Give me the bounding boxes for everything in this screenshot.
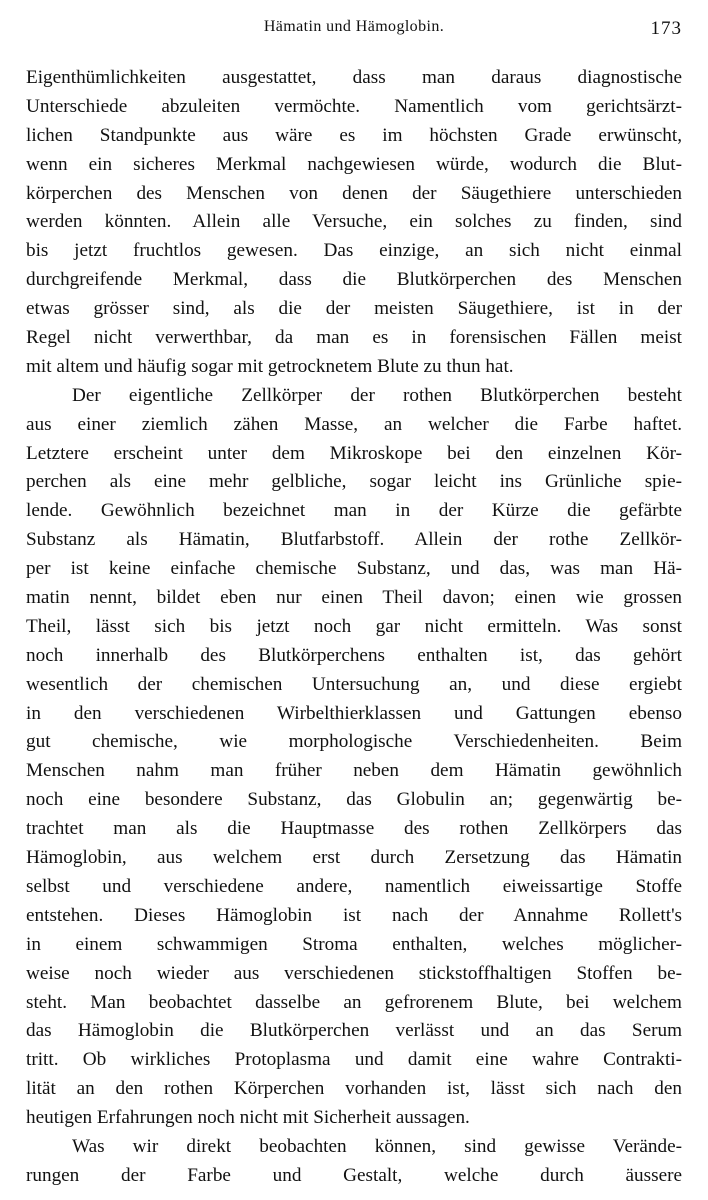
text-line: lende. Gewöhnlich bezeichnet man in der Kürze die gefärbte <box>26 500 682 522</box>
text-line: Eigenthümlichkeiten ausgestattet, dass man daraus diagnostische <box>26 67 682 88</box>
text-line: Regel nicht verwerthbar, da man es in forensischen Fällen meist <box>26 327 682 349</box>
text-line: lichen Standpunkte aus wäre es im höchsten Grade erwünscht, <box>26 124 682 146</box>
paragraph-end-line: mit altem und häufig sogar mit getrocknetem Blute zu thun hat. <box>26 355 514 377</box>
text-line: in einem schwammigen Stroma enthalten, welches möglicher- <box>26 933 682 955</box>
text-line: trachtet man als die Hauptmasse des rothen Zellkörpers das <box>26 818 682 840</box>
text-line: wesentlich der chemischen Untersuchung an, und diese ergiebt <box>26 673 682 695</box>
text-line: Letztere erscheint unter dem Mikroskope bei den einzelnen Kör- <box>26 442 682 464</box>
text-line: perchen als eine mehr gelbliche, sogar leicht ins Grünliche spie- <box>26 471 682 493</box>
text-line: körperchen des Menschen von denen der Säugethiere unterschieden <box>26 182 682 204</box>
text-line: per ist keine einfache chemische Substanz, und das, was man Hä- <box>26 558 682 580</box>
running-title: Hämatin und Hämoglobin. <box>263 18 445 35</box>
text-line: weise noch wieder aus verschiedenen stickstoffhaltigen Stoffen be- <box>26 962 682 984</box>
page-header <box>26 18 682 46</box>
page-number: 173 <box>650 18 682 39</box>
text-line: bis jetzt fruchtlos gewesen. Das einzige, an sich nicht einmal <box>26 240 682 262</box>
text-line: entstehen. Dieses Hämoglobin ist nach der Annahme Rollett's <box>26 904 682 926</box>
body-text <box>26 64 682 1191</box>
document-page <box>26 0 682 1200</box>
text-line: Unterschiede abzuleiten vermöchte. Namentlich vom gerichtsärzt- <box>26 95 682 117</box>
text-line: Hämoglobin, aus welchem erst durch Zersetzung das Hämatin <box>26 847 682 869</box>
text-line: tritt. Ob wirkliches Protoplasma und damit eine wahre Contrakti- <box>26 1049 682 1071</box>
text-line: aus einer ziemlich zähen Masse, an welcher die Farbe haftet. <box>26 413 682 435</box>
text-line: durchgreifende Merkmal, dass die Blutkörperchen des Menschen <box>26 269 682 291</box>
text-line: werden könnten. Allein alle Versuche, ein solches zu finden, sind <box>26 211 682 233</box>
text-line: das Hämoglobin die Blutkörperchen verlässt und an das Serum <box>26 1020 682 1042</box>
text-line: noch innerhalb des Blutkörperchens enthalten ist, das gehört <box>26 644 682 666</box>
text-line: selbst und verschiedene andere, namentlich eiweissartige Stoffe <box>26 875 682 897</box>
text-line: Theil, lässt sich bis jetzt noch gar nicht ermitteln. Was sonst <box>26 615 682 637</box>
paragraph-end-line: heutigen Erfahrungen noch nicht mit Sicherheit aussagen. <box>26 1107 470 1129</box>
text-line: etwas grösser sind, als die der meisten Säugethiere, ist in der <box>26 298 682 320</box>
text-line: matin nennt, bildet eben nur einen Theil davon; einen wie grossen <box>26 587 682 609</box>
paragraph-start-line: Was wir direkt beobachten können, sind gewisse Verände- <box>72 1135 682 1157</box>
text-line: noch eine besondere Substanz, das Globulin an; gegenwärtig be- <box>26 789 682 811</box>
text-line: gut chemische, wie morphologische Verschiedenheiten. Beim <box>26 731 682 753</box>
text-line: lität an den rothen Körperchen vorhanden ist, lässt sich nach den <box>26 1078 682 1100</box>
text-line: in den verschiedenen Wirbelthierklassen und Gattungen ebenso <box>26 702 682 724</box>
text-line: Menschen nahm man früher neben dem Hämatin gewöhnlich <box>26 760 682 782</box>
text-line: Substanz als Hämatin, Blutfarbstoff. Allein der rothe Zellkör- <box>26 529 682 551</box>
text-line: rungen der Farbe und Gestalt, welche durch äussere <box>26 1164 682 1186</box>
paragraph-start-line: Der eigentliche Zellkörper der rothen Blutkörperchen besteht <box>72 384 682 406</box>
text-line: wenn ein sicheres Merkmal nachgewiesen würde, wodurch die Blut- <box>26 153 682 175</box>
text-line: steht. Man beobachtet dasselbe an gefrorenem Blute, bei welchem <box>26 991 682 1013</box>
